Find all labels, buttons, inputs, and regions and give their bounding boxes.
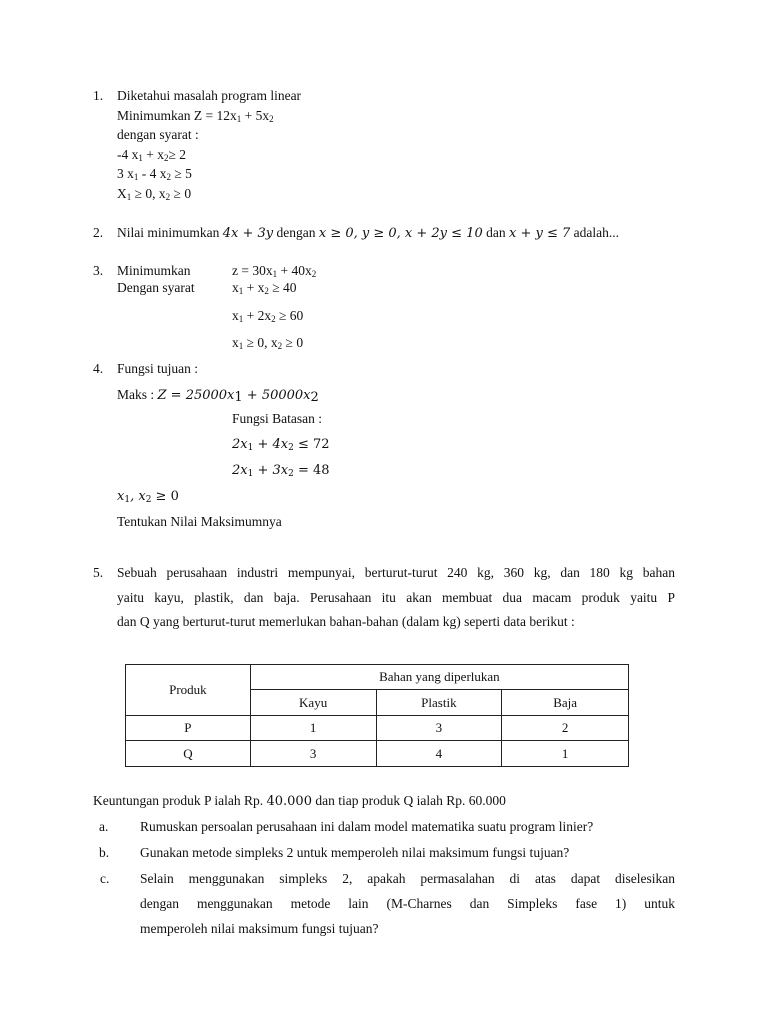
table-header-plastik: Plastik <box>376 690 502 716</box>
q1-number: 1. <box>93 88 104 103</box>
q1-objective: Minimumkan $Z = 12x_1 + 5x_2$ <box>117 108 274 124</box>
q1-constraint-2: 3 $x_1 - 4$ $x_2 \ge 5$ <box>117 166 192 182</box>
q4-number: 4. <box>93 361 104 376</box>
q4-title: Fungsi tujuan : <box>117 361 199 376</box>
table-cell: 1 <box>502 741 629 767</box>
q4-objective: Maks : $Z = 25000x_1 + 50000x_2$ <box>117 387 319 405</box>
q3-objective: $z = 30x_1 + 40x_2$ <box>232 263 317 279</box>
q4-constraint-2: $2x_1 + 3x_2 = 48$ <box>232 463 330 479</box>
table-row <box>126 741 629 767</box>
item-text-c-line-3: memperoleh nilai maksimum fungsi tujuan? <box>140 921 379 936</box>
table-cell-produk: P <box>126 716 251 741</box>
q5-line-2: yaitu kayu, plastik, dan baja. Perusahaan itu akan membuat dua macam produk yaitu P <box>117 590 675 605</box>
q2-number: 2. <box>93 225 104 240</box>
q3-label-minimumkan: Minimumkan <box>117 263 191 278</box>
table-header-kayu: Kayu <box>250 690 376 716</box>
material-table <box>125 664 629 767</box>
q1-constraint-1: -4 $x_1 + x_2\ge 2$ <box>117 147 187 163</box>
q4-nonnegativity: $x_1$, $x_2 \ge 0$ <box>117 489 179 505</box>
table-header-produk: Produk <box>126 665 251 716</box>
q5-line-3: dan Q yang berturut-turut memerlukan bahan-bahan (dalam kg) seperti data berikut : <box>117 614 575 629</box>
item-text-a: Rumuskan persoalan perusahaan ini dalam model matematika suatu program linier? <box>140 819 594 834</box>
table-cell: 3 <box>250 741 376 767</box>
q2-text: Nilai minimumkan 4x + 3y dengan x ≥ 0, y ≥ 0, x + 2y ≤ 10 dan x + y ≤ 7 adalah... <box>117 225 619 241</box>
table-cell: 3 <box>376 716 502 741</box>
item-text-c-line-1: Selain menggunakan simpleks 2, apakah permasalahan di atas dapat diselesikan <box>140 871 675 886</box>
item-label-c: c. <box>100 871 110 886</box>
q3-constraint-2: $x_1 + 2x_2 \ge 60$ <box>232 308 304 324</box>
table-header-bahan: Bahan yang diperlukan <box>250 665 628 690</box>
q1-constraint-3: $X_1 \ge 0$, $x_2 \ge 0$ <box>117 186 192 202</box>
q3-label-syarat: Dengan syarat <box>117 280 195 295</box>
table-cell: 2 <box>502 716 629 741</box>
item-label-a: a. <box>99 819 109 834</box>
q2-condition-2: x + y ≤ 7 <box>508 226 571 241</box>
table-cell-produk: Q <box>126 741 251 767</box>
item-label-b: b. <box>99 845 110 860</box>
q1-title: Diketahui masalah program linear <box>117 88 302 103</box>
table-row <box>126 716 629 741</box>
q4-batasan-label: Fungsi Batasan : <box>232 411 322 426</box>
q4-constraint-1: $2x_1 + 4x_2 \le 72$ <box>232 437 330 453</box>
item-text-c-line-2: dengan menggunakan metode lain (M-Charnes dan Simpleks fase 1) untuk <box>140 896 675 911</box>
q2-condition-1: x ≥ 0, y ≥ 0, x + 2y ≤ 10 <box>318 226 483 241</box>
q3-number: 3. <box>93 263 104 278</box>
q2-expression: 4x + 3y <box>222 226 274 241</box>
q5-number: 5. <box>93 565 104 580</box>
q5-profit: Keuntungan produk P ialah Rp. 40.000 dan tiap produk Q ialah Rp. 60.000 <box>93 793 506 809</box>
item-text-b: Gunakan metode simpleks 2 untuk memperoleh nilai maksimum fungsi tujuan? <box>140 845 570 860</box>
q5-line-1: Sebuah perusahaan industri mempunyai, berturut-turut 240 kg, 360 kg, dan 180 kg bahan <box>117 565 675 580</box>
table-cell: 4 <box>376 741 502 767</box>
q3-constraint-1: $x_1 + x_2 \ge 40$ <box>232 280 297 296</box>
q4-closing: Tentukan Nilai Maksimumnya <box>117 514 282 529</box>
table-header-baja: Baja <box>502 690 629 716</box>
q1-constraint-label: dengan syarat : <box>117 127 199 142</box>
table-cell: 1 <box>250 716 376 741</box>
q3-constraint-3: $x_1 \ge 0$, $x_2 \ge 0$ <box>232 335 304 351</box>
